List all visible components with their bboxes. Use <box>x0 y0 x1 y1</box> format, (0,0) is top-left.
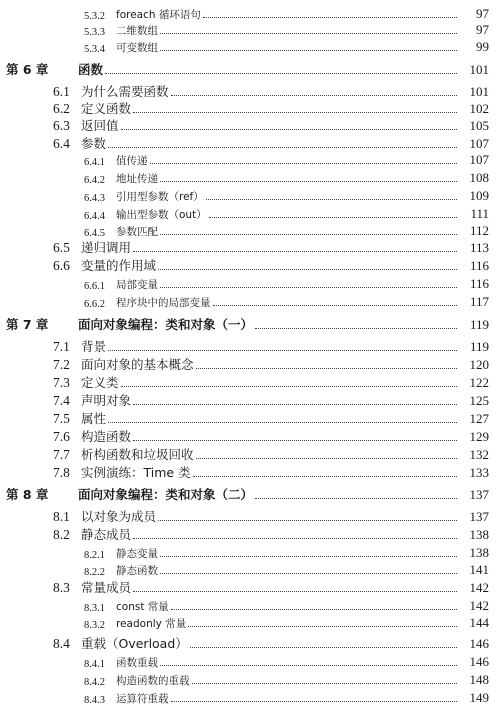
entry-number: 6.6.2 <box>84 299 105 310</box>
entry-number: 7.4 <box>53 393 70 408</box>
entry-title: 运算符重载 <box>116 693 169 705</box>
entry-title: 输出型参数（out） <box>116 209 207 221</box>
subsection-entry <box>0 205 496 222</box>
section-entry <box>0 446 496 463</box>
section-entry <box>0 410 496 427</box>
section-entry <box>0 257 496 274</box>
entry-page-number: 142 <box>469 580 489 595</box>
entry-title: 静态函数 <box>116 565 158 577</box>
leader-dots <box>193 475 457 477</box>
entry-page-number: 111 <box>470 206 489 221</box>
leader-dots <box>206 198 457 200</box>
entry-page-number: 137 <box>469 487 489 502</box>
subsection-entry <box>0 614 496 631</box>
entry-number: 8.4.3 <box>84 695 105 706</box>
entry-page-number: 138 <box>469 527 489 542</box>
entry-page-number: 112 <box>469 223 489 238</box>
subsection-entry <box>0 653 496 670</box>
entry-page-number: 141 <box>469 562 489 577</box>
entry-title: 定义函数 <box>81 101 132 116</box>
entry-number: 6.2 <box>53 101 70 116</box>
leader-dots <box>108 349 457 351</box>
leader-dots <box>203 16 457 18</box>
entry-page-number: 125 <box>469 393 489 408</box>
leader-dots <box>133 250 457 252</box>
entry-page-number: 107 <box>469 136 489 151</box>
entry-title: 属性 <box>81 411 107 426</box>
entry-number: 7.1 <box>53 339 70 354</box>
entry-page-number: 113 <box>469 240 489 255</box>
entry-number: 8.3.2 <box>84 620 105 631</box>
leader-dots <box>150 162 458 164</box>
subsection-entry <box>0 21 496 38</box>
leader-dots <box>213 304 458 306</box>
entry-title: 程序块中的局部变量 <box>116 297 211 309</box>
entry-page-number: 137 <box>469 509 489 524</box>
entry-title: 构造函数 <box>81 429 132 444</box>
entry-number: 7.2 <box>53 357 70 372</box>
entry-page-number: 127 <box>469 411 489 426</box>
entry-number: 8.4 <box>53 636 70 651</box>
entry-page-number: 116 <box>469 258 489 273</box>
entry-number: 6.5 <box>53 240 70 255</box>
entry-number: 8.4.2 <box>84 677 105 688</box>
entry-title: 声明对象 <box>81 393 132 408</box>
entry-title: 递归调用 <box>81 240 132 255</box>
section-entry <box>0 508 496 525</box>
leader-dots <box>160 555 457 557</box>
subsection-entry <box>0 5 496 22</box>
leader-dots <box>160 49 457 51</box>
entry-number: 7.7 <box>53 447 70 462</box>
entry-number: 5.3.2 <box>84 11 105 22</box>
entry-page-number: 146 <box>469 636 489 651</box>
entry-title: 局部变量 <box>116 279 158 291</box>
section-entry <box>0 428 496 445</box>
leader-dots <box>255 497 457 499</box>
entry-number: 8.3.1 <box>84 603 105 614</box>
subsection-entry <box>0 293 496 310</box>
entry-title: 构造函数的重载 <box>116 675 190 687</box>
entry-number: 8.1 <box>53 509 70 524</box>
entry-number: 6.4.5 <box>84 228 105 239</box>
section-entry <box>0 239 496 256</box>
leader-dots <box>121 128 457 130</box>
entry-page-number: 119 <box>469 317 489 332</box>
entry-number: 8.2.2 <box>84 567 105 578</box>
entry-number: 7.6 <box>53 429 70 444</box>
entry-page-number: 142 <box>469 598 489 613</box>
entry-number: 6.4.1 <box>84 157 105 168</box>
leader-dots <box>108 421 457 423</box>
leader-dots <box>133 111 457 113</box>
entry-number: 8.2.1 <box>84 550 105 561</box>
leader-dots <box>133 439 457 441</box>
entry-title: 背景 <box>81 339 107 354</box>
leader-dots <box>160 286 457 288</box>
leader-dots <box>190 646 457 648</box>
chapter-entry <box>0 316 496 333</box>
entry-page-number: 116 <box>469 276 489 291</box>
entry-page-number: 107 <box>469 152 489 167</box>
section-entry <box>0 579 496 596</box>
leader-dots <box>171 94 457 96</box>
entry-title: 实例演练：Time 类 <box>81 465 191 480</box>
entry-title: 重载（Overload） <box>81 636 188 651</box>
entry-title: 函数重载 <box>116 657 158 669</box>
section-entry <box>0 526 496 543</box>
entry-page-number: 129 <box>469 429 489 444</box>
leader-dots <box>196 457 457 459</box>
entry-number: 7.8 <box>53 465 70 480</box>
entry-page-number: 117 <box>469 294 489 309</box>
subsection-entry <box>0 671 496 688</box>
entry-number: 7.5 <box>53 411 70 426</box>
section-entry <box>0 392 496 409</box>
leader-dots <box>133 403 457 405</box>
entry-page-number: 149 <box>469 690 489 705</box>
entry-title: 参数匹配 <box>116 226 158 238</box>
entry-title: 二维数组 <box>116 25 158 37</box>
entry-title: 为什么需要函数 <box>81 84 169 99</box>
entry-title: 变量的作用域 <box>81 258 157 273</box>
entry-page-number: 133 <box>469 465 489 480</box>
entry-title: 面向对象编程：类和对象（二） <box>78 487 254 502</box>
entry-title: 面向对象编程：类和对象（一） <box>78 317 254 332</box>
entry-number: 6.4 <box>53 136 70 151</box>
subsection-entry <box>0 544 496 561</box>
leader-dots <box>158 519 457 521</box>
section-entry <box>0 464 496 481</box>
entry-title: 函数 <box>78 62 104 77</box>
entry-page-number: 132 <box>469 447 489 462</box>
entry-page-number: 97 <box>476 6 489 21</box>
entry-page-number: 146 <box>469 654 489 669</box>
entry-title: 静态变量 <box>116 548 158 560</box>
entry-page-number: 102 <box>469 101 489 116</box>
leader-dots <box>121 385 457 387</box>
entry-number: 第 6 章 <box>6 62 49 77</box>
entry-page-number: 120 <box>469 357 489 372</box>
entry-page-number: 105 <box>469 118 489 133</box>
entry-number: 8.4.1 <box>84 659 105 670</box>
entry-number: 7.3 <box>53 375 70 390</box>
section-entry <box>0 83 496 100</box>
section-entry <box>0 135 496 152</box>
entry-number: 第 7 章 <box>6 317 49 332</box>
subsection-entry <box>0 275 496 292</box>
entry-number: 6.3 <box>53 118 70 133</box>
section-entry <box>0 356 496 373</box>
entry-page-number: 101 <box>469 62 489 77</box>
entry-page-number: 97 <box>476 22 489 37</box>
section-entry <box>0 374 496 391</box>
section-entry <box>0 117 496 134</box>
entry-title: 面向对象的基本概念 <box>81 357 194 372</box>
entry-number: 6.4.3 <box>84 193 105 204</box>
subsection-entry <box>0 222 496 239</box>
section-entry <box>0 338 496 355</box>
entry-number: 第 8 章 <box>6 487 49 502</box>
entry-title: const 常量 <box>116 601 169 613</box>
entry-number: 6.4.4 <box>84 211 105 222</box>
section-entry <box>0 100 496 117</box>
entry-title: 引用型参数（ref） <box>116 191 204 203</box>
subsection-entry <box>0 169 496 186</box>
leader-dots <box>160 180 457 182</box>
leader-dots <box>196 367 457 369</box>
entry-title: readonly 常量 <box>116 618 187 630</box>
entry-title: 返回值 <box>81 118 119 133</box>
leader-dots <box>108 146 457 148</box>
leader-dots <box>188 625 457 627</box>
leader-dots <box>192 682 458 684</box>
entry-title: 析构函数和垃圾回收 <box>81 447 194 462</box>
entry-title: 定义类 <box>81 375 119 390</box>
entry-number: 6.1 <box>53 84 70 99</box>
entry-page-number: 101 <box>469 84 489 99</box>
entry-title: 参数 <box>81 136 107 151</box>
entry-page-number: 148 <box>469 672 489 687</box>
entry-page-number: 108 <box>469 170 489 185</box>
leader-dots <box>160 32 457 34</box>
entry-title: 以对象为成员 <box>81 509 157 524</box>
subsection-entry <box>0 187 496 204</box>
leader-dots <box>209 216 457 218</box>
leader-dots <box>105 72 457 74</box>
leader-dots <box>158 268 457 270</box>
leader-dots <box>160 233 457 235</box>
entry-number: 8.2 <box>53 527 70 542</box>
subsection-entry <box>0 151 496 168</box>
entry-title: 常量成员 <box>81 580 132 595</box>
leader-dots <box>171 700 458 702</box>
entry-page-number: 119 <box>469 339 489 354</box>
section-entry <box>0 635 496 652</box>
leader-dots <box>160 572 457 574</box>
entry-page-number: 144 <box>469 615 489 630</box>
entry-title: 静态成员 <box>81 527 132 542</box>
leader-dots <box>133 590 457 592</box>
entry-page-number: 109 <box>469 188 489 203</box>
subsection-entry <box>0 561 496 578</box>
subsection-entry <box>0 38 496 55</box>
entry-page-number: 122 <box>469 375 489 390</box>
entry-title: foreach 循环语句 <box>116 9 201 21</box>
leader-dots <box>160 664 457 666</box>
entry-number: 6.4.2 <box>84 175 105 186</box>
subsection-entry <box>0 597 496 614</box>
leader-dots <box>133 537 457 539</box>
subsection-entry <box>0 689 496 706</box>
entry-title: 地址传递 <box>116 173 158 185</box>
entry-number: 6.6.1 <box>84 281 105 292</box>
entry-number: 8.3 <box>53 580 70 595</box>
entry-page-number: 138 <box>469 545 489 560</box>
leader-dots <box>171 608 457 610</box>
leader-dots <box>255 327 457 329</box>
entry-title: 值传递 <box>116 155 148 167</box>
chapter-entry <box>0 486 496 503</box>
entry-title: 可变数组 <box>116 42 158 54</box>
chapter-entry <box>0 61 496 78</box>
entry-page-number: 99 <box>476 39 489 54</box>
entry-number: 5.3.3 <box>84 27 105 38</box>
entry-number: 6.6 <box>53 258 70 273</box>
entry-number: 5.3.4 <box>84 44 105 55</box>
